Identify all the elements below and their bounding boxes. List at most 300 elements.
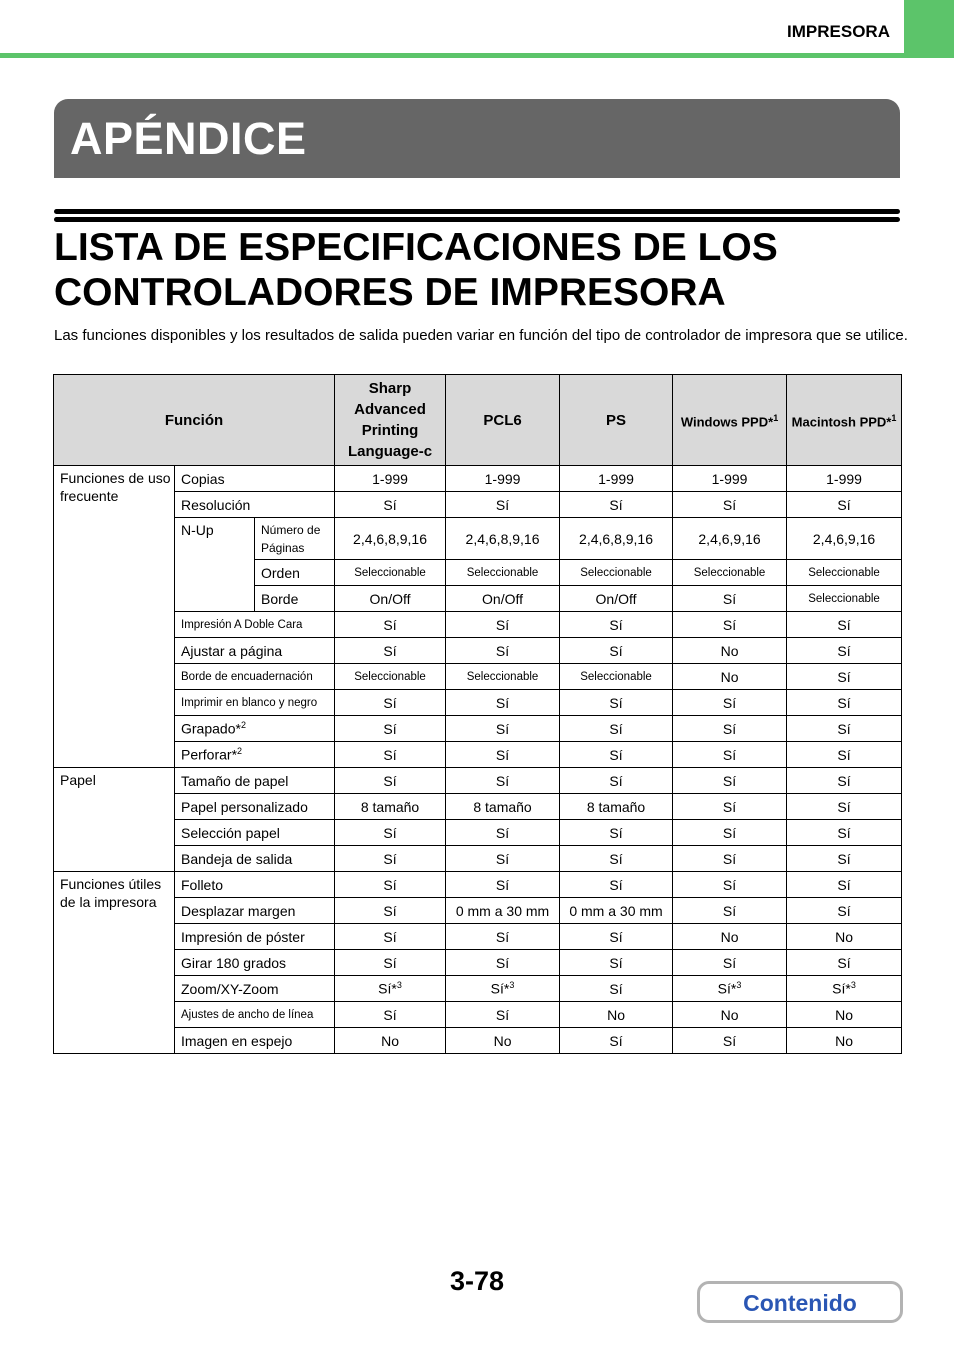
table-cell bbox=[787, 466, 902, 492]
table-cell bbox=[446, 586, 560, 612]
table-row bbox=[54, 924, 902, 950]
table-cell bbox=[335, 898, 446, 924]
row-label bbox=[175, 976, 335, 1002]
table-cell bbox=[335, 638, 446, 664]
table-cell bbox=[787, 492, 902, 518]
table-row bbox=[54, 846, 902, 872]
row-label-text: Ajustar a página bbox=[181, 642, 283, 659]
table-cell bbox=[787, 768, 902, 794]
row-label-text: Girar 180 grados bbox=[181, 954, 287, 971]
cell-value: On/Off bbox=[369, 590, 411, 607]
table-cell bbox=[560, 518, 673, 560]
cell-value: 0 mm a 30 mm bbox=[569, 902, 663, 919]
row-label-text: Papel personalizado bbox=[181, 798, 308, 815]
table-cell bbox=[446, 466, 560, 492]
table-cell bbox=[446, 950, 560, 976]
cell-value: Sí bbox=[383, 928, 397, 945]
cell-value: 1-999 bbox=[372, 470, 408, 487]
table-row bbox=[54, 976, 902, 1002]
cell-value: Sí bbox=[495, 954, 510, 971]
footnote-marker: 2 bbox=[237, 746, 243, 757]
row-label-text: Copias bbox=[181, 470, 225, 487]
row-label-text: Resolución bbox=[181, 496, 251, 513]
table-cell bbox=[787, 950, 902, 976]
table-row bbox=[54, 820, 902, 846]
cell-value: Sí bbox=[837, 642, 851, 659]
footnote-marker: 3 bbox=[509, 980, 515, 991]
cell-value: Sí bbox=[495, 1006, 510, 1023]
cell-value: Sí bbox=[609, 928, 623, 945]
table-cell bbox=[560, 872, 673, 898]
table-cell bbox=[335, 846, 446, 872]
table-cell bbox=[335, 716, 446, 742]
table-row bbox=[54, 612, 902, 638]
row-label-text: Tamaño de papel bbox=[181, 772, 289, 789]
top-bar bbox=[0, 0, 954, 60]
header-function: Función bbox=[54, 375, 335, 466]
driver-spec-table bbox=[53, 374, 902, 1054]
table-cell bbox=[787, 846, 902, 872]
cell-value: Sí bbox=[609, 876, 623, 893]
table-cell bbox=[787, 638, 902, 664]
row-label bbox=[175, 492, 335, 518]
row-label-text: Folleto bbox=[181, 876, 224, 893]
table-cell bbox=[560, 560, 673, 586]
chapter-title: APÉNDICE bbox=[70, 113, 307, 164]
row-label bbox=[175, 820, 335, 846]
row-label bbox=[175, 638, 335, 664]
cell-value: Seleccionable bbox=[466, 670, 539, 683]
table-cell bbox=[560, 638, 673, 664]
row-label-text: Orden bbox=[261, 564, 300, 581]
table-cell bbox=[335, 794, 446, 820]
row-label-text: Impresión A Doble Cara bbox=[181, 618, 303, 631]
cell-value: Sí bbox=[837, 496, 851, 513]
row-label bbox=[175, 466, 335, 492]
cell-value: Sí bbox=[495, 694, 510, 711]
table-row bbox=[54, 742, 902, 768]
header-sharp-label: Sharp Advanced Printing Language-c bbox=[347, 380, 433, 460]
table-cell bbox=[446, 768, 560, 794]
table-cell bbox=[446, 612, 560, 638]
cell-value: Sí* bbox=[832, 980, 851, 997]
table-cell bbox=[335, 768, 446, 794]
cell-value: Sí bbox=[609, 980, 623, 997]
table-cell bbox=[335, 820, 446, 846]
table-cell bbox=[787, 518, 902, 560]
cell-value: Sí bbox=[722, 746, 737, 763]
table-row bbox=[54, 1028, 902, 1054]
header-sharp bbox=[335, 375, 446, 466]
cell-value: Sí bbox=[383, 850, 397, 867]
table-cell bbox=[673, 466, 787, 492]
row-label bbox=[175, 716, 335, 742]
table-cell bbox=[446, 638, 560, 664]
cell-value: Sí bbox=[609, 720, 623, 737]
table-cell bbox=[673, 872, 787, 898]
table-cell bbox=[560, 466, 673, 492]
cell-value: Sí bbox=[722, 850, 737, 867]
table-cell bbox=[787, 586, 902, 612]
cell-value: Sí bbox=[609, 824, 623, 841]
table-cell bbox=[335, 612, 446, 638]
cell-value: Sí bbox=[609, 496, 623, 513]
table-cell bbox=[446, 794, 560, 820]
row-label-text: Zoom/XY-Zoom bbox=[181, 980, 279, 997]
table-cell bbox=[560, 794, 673, 820]
cell-value: 2,4,6,8,9,16 bbox=[465, 530, 540, 547]
cell-value: Seleccionable bbox=[580, 670, 652, 683]
header-green-rule bbox=[0, 53, 954, 58]
cell-value: Sí bbox=[495, 876, 510, 893]
row-label bbox=[255, 518, 335, 560]
cell-value: Sí bbox=[609, 642, 623, 659]
cell-value: Sí bbox=[837, 850, 851, 867]
row-label bbox=[175, 846, 335, 872]
table-row bbox=[54, 664, 902, 690]
row-label-text: Bandeja de salida bbox=[181, 850, 293, 867]
table-cell bbox=[787, 664, 902, 690]
table-cell bbox=[787, 742, 902, 768]
header-green-tab bbox=[904, 0, 954, 53]
table-cell bbox=[446, 976, 560, 1002]
cell-value: Sí bbox=[609, 850, 623, 867]
table-row bbox=[54, 690, 902, 716]
group-frequent-functions: Funciones de uso frecuente bbox=[54, 466, 175, 768]
table-cell bbox=[787, 1002, 902, 1028]
cell-value: Sí* bbox=[717, 980, 737, 997]
cell-value: 2,4,6,9,16 bbox=[698, 530, 761, 547]
table-cell bbox=[446, 742, 560, 768]
table-cell bbox=[446, 898, 560, 924]
cell-value: Sí bbox=[609, 772, 623, 789]
header-windows bbox=[673, 375, 787, 466]
row-label bbox=[175, 612, 335, 638]
table-row bbox=[54, 794, 902, 820]
table-cell bbox=[673, 716, 787, 742]
table-cell bbox=[446, 1002, 560, 1028]
group-paper: Papel bbox=[54, 768, 175, 872]
table-cell bbox=[787, 716, 902, 742]
table-cell bbox=[787, 794, 902, 820]
row-label-text: Selección papel bbox=[181, 824, 280, 841]
table-cell bbox=[673, 560, 787, 586]
table-cell bbox=[787, 690, 902, 716]
row-label bbox=[175, 1002, 335, 1028]
page-heading: LISTA DE ESPECIFICACIONES DE LOS CONTROLADORES DE IMPRESORA bbox=[54, 226, 778, 314]
table-row bbox=[54, 950, 902, 976]
cell-value: No bbox=[835, 1032, 853, 1049]
cell-value: 8 tamaño bbox=[473, 798, 532, 815]
header-mac-label: Macintosh PPD* bbox=[791, 414, 892, 430]
cell-value: Sí bbox=[722, 720, 737, 737]
cell-value: Sí bbox=[495, 772, 510, 789]
cell-value: Sí bbox=[383, 1006, 397, 1023]
table-cell bbox=[335, 872, 446, 898]
table-cell bbox=[560, 898, 673, 924]
cell-value: Sí bbox=[722, 1032, 737, 1049]
table-cell bbox=[446, 846, 560, 872]
cell-value: Seleccionable bbox=[580, 566, 652, 579]
header-windows-sup: 1 bbox=[773, 412, 779, 423]
table-cell bbox=[560, 1028, 673, 1054]
cell-value: Sí bbox=[609, 1032, 623, 1049]
row-label bbox=[175, 664, 335, 690]
row-label bbox=[175, 898, 335, 924]
row-label-text: Imprimir en blanco y negro bbox=[181, 696, 318, 709]
cell-value: On/Off bbox=[595, 590, 637, 607]
row-label bbox=[175, 690, 335, 716]
cell-value: No bbox=[835, 928, 853, 945]
cell-value: No bbox=[835, 1006, 853, 1023]
table-header-row bbox=[54, 375, 902, 466]
cell-value: Sí bbox=[609, 746, 623, 763]
cell-value: Sí bbox=[495, 616, 510, 633]
table-cell bbox=[787, 872, 902, 898]
table-row bbox=[54, 898, 902, 924]
table-cell bbox=[560, 976, 673, 1002]
cell-value: Sí bbox=[495, 496, 510, 513]
contents-button[interactable]: Contenido bbox=[697, 1281, 903, 1323]
table-cell bbox=[787, 560, 902, 586]
cell-value: Sí bbox=[495, 746, 510, 763]
table-cell bbox=[335, 466, 446, 492]
cell-value: Sí bbox=[609, 694, 623, 711]
chapter-banner bbox=[54, 99, 900, 178]
table-cell bbox=[335, 664, 446, 690]
cell-value: 1-999 bbox=[484, 470, 521, 487]
row-label-text: Desplazar margen bbox=[181, 902, 296, 919]
table-cell bbox=[673, 518, 787, 560]
cell-value: Sí bbox=[383, 902, 397, 919]
header-pcl6: PCL6 bbox=[446, 375, 560, 466]
table-cell bbox=[560, 820, 673, 846]
heading-rule-bottom bbox=[54, 217, 900, 222]
table-cell bbox=[673, 898, 787, 924]
row-label bbox=[175, 794, 335, 820]
table-cell bbox=[560, 846, 673, 872]
footnote-marker: 3 bbox=[396, 980, 402, 991]
cell-value: Sí bbox=[722, 954, 737, 971]
table-cell bbox=[560, 1002, 673, 1028]
cell-value: Seleccionable bbox=[808, 566, 880, 579]
cell-value: No bbox=[381, 1032, 399, 1049]
header-ps: PS bbox=[560, 375, 673, 466]
table-cell bbox=[335, 586, 446, 612]
table-cell bbox=[560, 716, 673, 742]
section-title: IMPRESORA bbox=[787, 22, 890, 41]
cell-value: Sí bbox=[609, 616, 623, 633]
cell-value: Sí bbox=[837, 876, 851, 893]
table-cell bbox=[673, 820, 787, 846]
table-cell bbox=[335, 518, 446, 560]
cell-value: Sí bbox=[383, 824, 397, 841]
table-cell bbox=[673, 1028, 787, 1054]
row-label bbox=[175, 924, 335, 950]
cell-value: 8 tamaño bbox=[586, 798, 646, 815]
row-label bbox=[175, 768, 335, 794]
cell-value: Seleccionable bbox=[808, 592, 880, 605]
cell-value: Sí bbox=[722, 616, 737, 633]
table-cell bbox=[335, 560, 446, 586]
table-row bbox=[54, 872, 902, 898]
table-cell bbox=[673, 492, 787, 518]
cell-value: No bbox=[493, 1032, 512, 1049]
cell-value: Sí bbox=[837, 616, 851, 633]
header-mac-sup: 1 bbox=[891, 412, 897, 423]
table-cell bbox=[446, 664, 560, 690]
cell-value: Sí bbox=[722, 798, 737, 815]
row-label bbox=[175, 950, 335, 976]
cell-value: Sí bbox=[722, 876, 737, 893]
table-cell bbox=[673, 690, 787, 716]
table-row bbox=[54, 1002, 902, 1028]
table-cell bbox=[787, 820, 902, 846]
group-useful-functions: Funciones útiles de la impresora bbox=[54, 872, 175, 1054]
cell-value: Sí bbox=[383, 616, 397, 633]
cell-value: 1-999 bbox=[598, 470, 634, 487]
cell-value: Sí bbox=[495, 850, 510, 867]
table-row bbox=[54, 518, 902, 560]
table-cell bbox=[446, 690, 560, 716]
row-label-text: Número de Páginas bbox=[261, 522, 321, 555]
cell-value: Sí bbox=[383, 876, 397, 893]
cell-value: No bbox=[720, 668, 739, 685]
cell-value: Sí bbox=[495, 720, 510, 737]
table-cell bbox=[335, 924, 446, 950]
cell-value: Seleccionable bbox=[466, 566, 539, 579]
table-cell bbox=[673, 612, 787, 638]
table-cell bbox=[673, 1002, 787, 1028]
cell-value: Seleccionable bbox=[693, 566, 766, 579]
cell-value: No bbox=[720, 928, 739, 945]
cell-value: Sí bbox=[383, 694, 397, 711]
row-label bbox=[255, 586, 335, 612]
table-row bbox=[54, 466, 902, 492]
cell-value: No bbox=[720, 1006, 739, 1023]
table-cell bbox=[673, 664, 787, 690]
row-label-text: Borde de encuadernación bbox=[181, 670, 313, 683]
table-cell bbox=[787, 1028, 902, 1054]
table-cell bbox=[673, 768, 787, 794]
cell-value: Sí bbox=[837, 902, 851, 919]
cell-value: Sí bbox=[722, 590, 737, 607]
cell-value: Sí bbox=[495, 642, 510, 659]
cell-value: 1-999 bbox=[826, 470, 862, 487]
table-cell bbox=[673, 638, 787, 664]
cell-value: Sí* bbox=[490, 980, 510, 997]
cell-value: 2,4,6,8,9,16 bbox=[579, 530, 653, 547]
cell-value: Seleccionable bbox=[354, 566, 426, 579]
table-row bbox=[54, 716, 902, 742]
row-label-text: Imagen en espejo bbox=[181, 1032, 293, 1049]
cell-value: Sí bbox=[383, 720, 397, 737]
table-cell bbox=[560, 924, 673, 950]
cell-value: Sí bbox=[383, 642, 397, 659]
cell-value: Sí bbox=[837, 668, 851, 685]
cell-value: Sí bbox=[722, 902, 737, 919]
table-cell bbox=[673, 950, 787, 976]
footnote-marker: 3 bbox=[850, 980, 856, 991]
row-label bbox=[175, 742, 335, 768]
table-cell bbox=[446, 924, 560, 950]
page-number: 3-78 bbox=[449, 1266, 505, 1296]
table-cell bbox=[560, 690, 673, 716]
cell-value: Sí bbox=[722, 496, 737, 513]
cell-value: Sí bbox=[837, 720, 851, 737]
table-cell bbox=[560, 664, 673, 690]
row-label bbox=[175, 872, 335, 898]
table-cell bbox=[560, 768, 673, 794]
row-label bbox=[175, 1028, 335, 1054]
table-cell bbox=[560, 950, 673, 976]
table-cell bbox=[335, 690, 446, 716]
table-cell bbox=[787, 924, 902, 950]
heading-rule-top bbox=[54, 209, 900, 214]
table-cell bbox=[446, 1028, 560, 1054]
table-cell bbox=[335, 742, 446, 768]
table-row bbox=[54, 638, 902, 664]
cell-value: Sí bbox=[383, 496, 397, 513]
table-cell bbox=[787, 612, 902, 638]
cell-value: 8 tamaño bbox=[360, 798, 420, 815]
cell-value: Sí bbox=[495, 928, 510, 945]
row-label-text: Perforar* bbox=[181, 746, 238, 763]
table-cell bbox=[673, 742, 787, 768]
cell-value: On/Off bbox=[482, 590, 524, 607]
group-nup: N-Up bbox=[175, 518, 255, 612]
cell-value: Sí bbox=[383, 772, 397, 789]
intro-text: Las funciones disponibles y los resultados de salida pueden variar en función del tipo de controlador de impresora que se utilice. bbox=[54, 327, 908, 344]
table-row bbox=[54, 768, 902, 794]
table-cell bbox=[335, 976, 446, 1002]
table-cell bbox=[335, 950, 446, 976]
row-label bbox=[255, 560, 335, 586]
cell-value: Sí bbox=[722, 694, 737, 711]
cell-value: Sí bbox=[837, 746, 851, 763]
table-row bbox=[54, 492, 902, 518]
table-cell bbox=[673, 586, 787, 612]
footnote-marker: 2 bbox=[240, 720, 246, 731]
cell-value: Sí bbox=[837, 798, 851, 815]
table-cell bbox=[787, 976, 902, 1002]
table-cell bbox=[446, 820, 560, 846]
table-cell bbox=[560, 492, 673, 518]
table-cell bbox=[673, 846, 787, 872]
cell-value: 2,4,6,8,9,16 bbox=[353, 530, 427, 547]
cell-value: No bbox=[607, 1006, 625, 1023]
cell-value: No bbox=[720, 642, 739, 659]
table-cell bbox=[446, 716, 560, 742]
cell-value: Seleccionable bbox=[354, 670, 426, 683]
header-windows-label: Windows PPD* bbox=[680, 414, 774, 430]
cell-value: Sí bbox=[383, 954, 397, 971]
table-cell bbox=[673, 976, 787, 1002]
header-mac bbox=[787, 375, 902, 466]
table-cell bbox=[673, 794, 787, 820]
table-cell bbox=[446, 492, 560, 518]
table-cell bbox=[335, 492, 446, 518]
row-label-text: Ajustes de ancho de línea bbox=[181, 1008, 314, 1021]
cell-value: Sí bbox=[722, 824, 737, 841]
table-cell bbox=[787, 898, 902, 924]
table-cell bbox=[560, 586, 673, 612]
table-cell bbox=[335, 1002, 446, 1028]
row-label-text: Borde bbox=[261, 590, 299, 607]
cell-value: Sí bbox=[609, 954, 623, 971]
cell-value: Sí bbox=[495, 824, 510, 841]
cell-value: Sí bbox=[837, 954, 851, 971]
